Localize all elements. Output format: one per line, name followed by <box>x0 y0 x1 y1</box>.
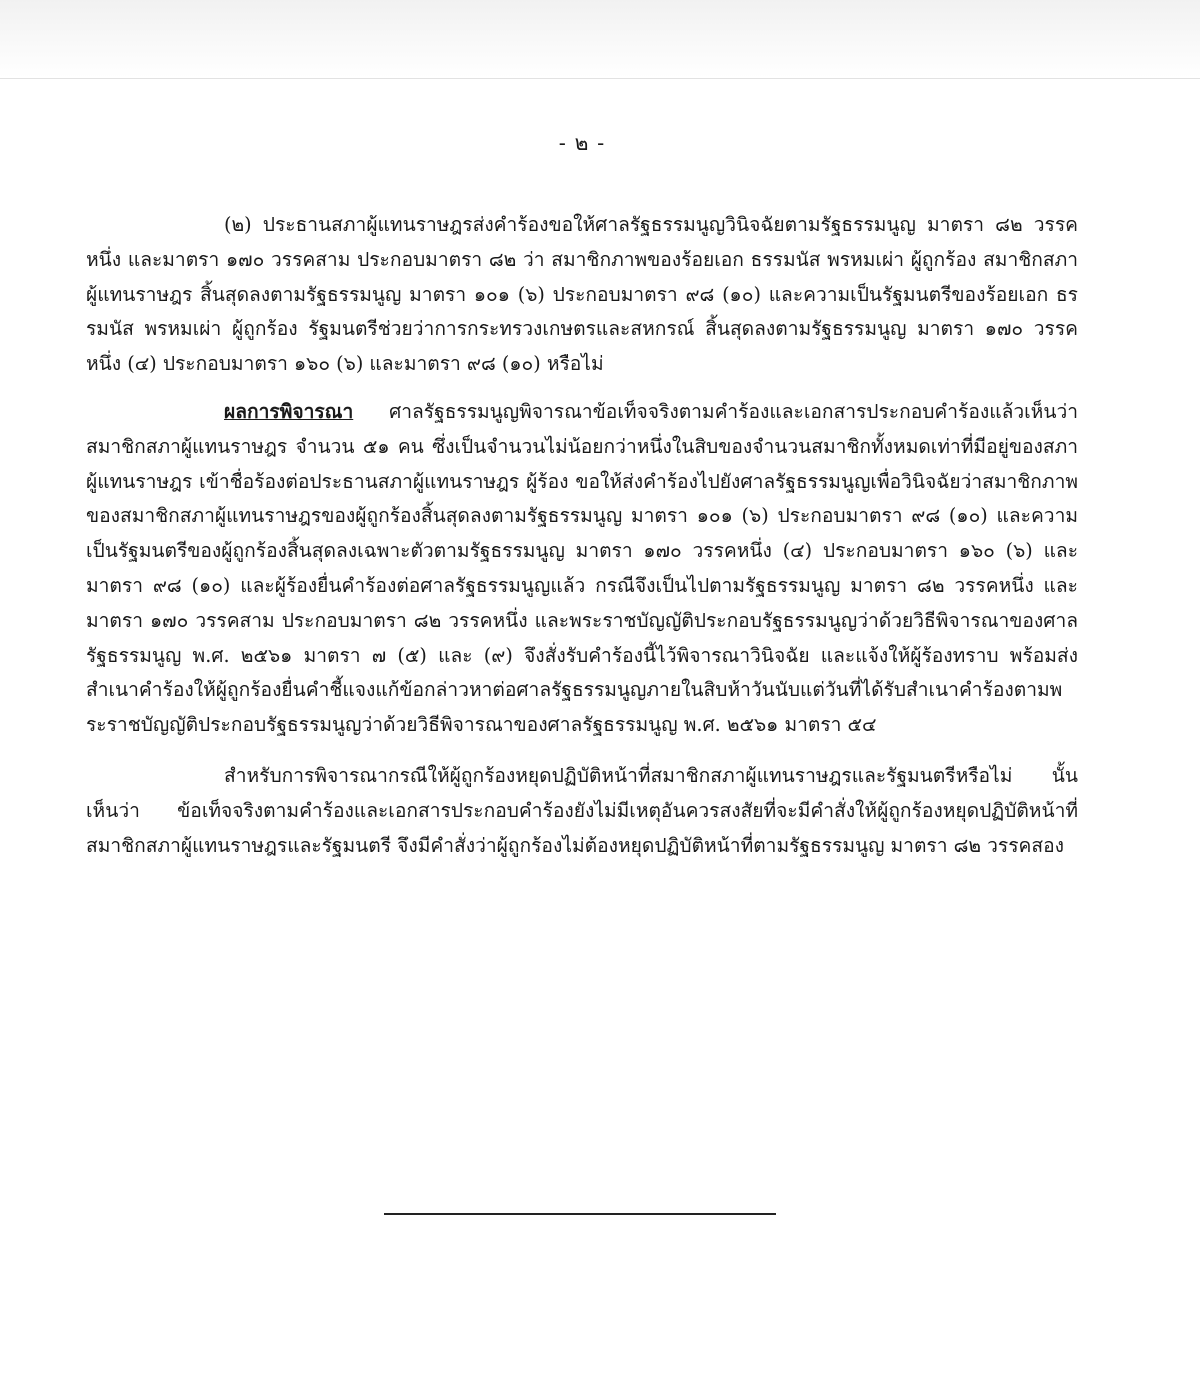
paragraph-consideration <box>86 395 1078 743</box>
page-number: - ๒ - <box>558 131 606 155</box>
consideration-heading: ผลการพิจารณา <box>224 399 354 423</box>
paragraph-suspension-text: สำหรับการพิจารณากรณีให้ผู้ถูกร้องหยุดปฏิบัติหน้าที่สมาชิกสภาผู้แทนราษฎรและรัฐมนตรีหรือไม่ นั้น เห็นว่า ข้อเท็จจริงตามคำร้องและเอกสารประกอบคำร้องยังไม่มีเหตุอันควรสงสัยที่จะมีคำสั่งให้ผู้ถูกร้องหยุดปฏิบัติหน้าที่สมาชิกสภาผู้แทนราษฎรและรัฐมนตรี จึงมีคำสั่งว่าผู้ถูกร้องไม่ต้องหยุดปฏิบัติหน้าที่ตามรัฐธรรมนูญ มาตรา ๘๒ วรรคสอง <box>86 763 1078 857</box>
paragraph-consideration-text: ศาลรัฐธรรมนูญพิจารณาข้อเท็จจริงตามคำร้องและเอกสารประกอบคำร้องแล้วเห็นว่า สมาชิกสภาผู้แทนราษฎร จำนวน ๕๑ คน ซึ่งเป็นจำนวนไม่น้อยกว่าหนึ่งในสิบของจำนวนสมาชิกทั้งหมดเท่าที่มีอยู่ของสภาผู้แทนราษฎร เข้าชื่อร้องต่อประธานสภาผู้แทนราษฎร ผู้ร้อง ขอให้ส่งคำร้องไปยังศาลรัฐธรรมนูญเพื่อวินิจฉัยว่าสมาชิกภาพของสมาชิกสภาผู้แทนราษฎรของผู้ถูกร้องสิ้นสุดลงตามรัฐธรรมนูญ มาตรา ๑๐๑ (๖) ประกอบมาตรา ๙๘ (๑๐) และความเป็นรัฐมนตรีของผู้ถูกร้องสิ้นสุดลงเฉพาะตัวตามรัฐธรรมนูญ มาตรา ๑๗๐ วรรคหนึ่ง (๔) ประกอบมาตรา ๑๖๐ (๖) และมาตรา ๙๘ (๑๐) และผู้ร้องยื่นคำร้องต่อศาลรัฐธรรมนูญแล้ว กรณีจึงเป็นไปตามรัฐธรรมนูญ มาตรา ๘๒ วรรคหนึ่ง และมาตรา ๑๗๐ วรรคสาม ประกอบมาตรา ๘๒ วรรคหนึ่ง และพระราชบัญญัติประกอบรัฐธรรมนูญว่าด้วยวิธีพิจารณาของศาลรัฐธรรมนูญ พ.ศ. ๒๕๖๑ มาตรา ๗ (๕) และ (๙) จึงสั่งรับคำร้องนี้ไว้พิจารณาวินิจฉัย และแจ้งให้ผู้ร้องทราบ พร้อมส่งสำเนาคำร้องให้ผู้ถูกร้องยื่นคำชี้แจงแก้ข้อกล่าวหาต่อศาลรัฐธรรมนูญภายในสิบห้าวันนับแต่วันที่ได้รับสำเนาคำร้องตามพระราชบัญญัติประกอบรัฐธรรมนูญว่าด้วยวิธีพิจารณาของศาลรัฐธรรมนูญ พ.ศ. ๒๕๖๑ มาตรา ๕๔ <box>86 399 1078 737</box>
document-body <box>86 208 1078 863</box>
paragraph-petition-text: (๒) ประธานสภาผู้แทนราษฎรส่งคำร้องขอให้ศาลรัฐธรรมนูญวินิจฉัยตามรัฐธรรมนูญ มาตรา ๘๒ วรรคหนึ่ง และมาตรา ๑๗๐ วรรคสาม ประกอบมาตรา ๘๒ ว่า สมาชิกภาพของร้อยเอก ธรรมนัส พรหมเผ่า ผู้ถูกร้อง สมาชิกสภาผู้แทนราษฎร สิ้นสุดลงตามรัฐธรรมนูญ มาตรา ๑๐๑ (๖) ประกอบมาตรา ๙๘ (๑๐) และความเป็นรัฐมนตรีของร้อยเอก ธรรมนัส พรหมเผ่า ผู้ถูกร้อง รัฐมนตรีช่วยว่าการกระทรวงเกษตรและสหกรณ์ สิ้นสุดลงตามรัฐธรรมนูญ มาตรา ๑๗๐ วรรคหนึ่ง (๔) ประกอบมาตรา ๑๖๐ (๖) และมาตรา ๙๘ (๑๐) หรือไม่ <box>86 213 1078 376</box>
paragraph-suspension <box>86 759 1078 863</box>
end-divider-line <box>384 1213 776 1215</box>
scan-top-edge <box>0 0 1200 79</box>
paragraph-petition <box>86 208 1078 382</box>
